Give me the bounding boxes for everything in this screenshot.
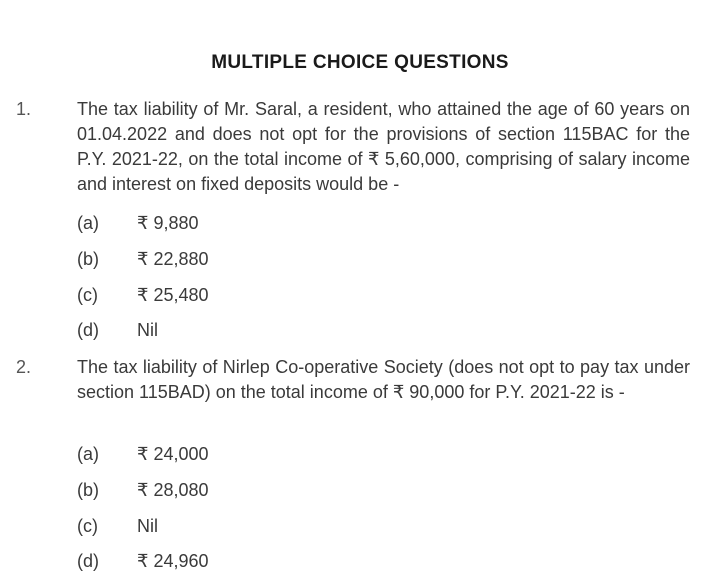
question-number: 2. [16, 357, 32, 377]
question-text: The tax liability of Nirlep Co-operative Society (does not opt to pay tax under section 115BAD) on the total income of ₹ 90,000 for P.Y. 2021-22 is - [77, 357, 690, 402]
option-value: Nil [137, 516, 158, 536]
option-value: ₹ 24,960 [137, 551, 209, 571]
option-label: (a) [77, 444, 99, 464]
option-value: ₹ 25,480 [137, 285, 209, 305]
option-value: ₹ 9,880 [137, 213, 199, 233]
page-title: MULTIPLE CHOICE QUESTIONS [211, 52, 509, 73]
question-number: 1. [16, 99, 32, 119]
option-label: (b) [77, 249, 99, 269]
option-value: ₹ 28,080 [137, 480, 209, 500]
option-value: ₹ 22,880 [137, 249, 209, 269]
option-label: (b) [77, 480, 99, 500]
option-label: (a) [77, 213, 99, 233]
question-text: The tax liability of Mr. Saral, a resident, who attained the age of 60 years on 01.04.2022 and does not opt for the provisions of section 115BAC for the P.Y. 2021-22, on the total income of ₹ 5,60,000, comprising of salary income and interest on fixed deposits would be - [77, 99, 690, 194]
option-label: (c) [77, 285, 98, 305]
option-label: (d) [77, 320, 99, 340]
option-label: (c) [77, 516, 98, 536]
option-label: (d) [77, 551, 99, 571]
option-value: ₹ 24,000 [137, 444, 209, 464]
option-value: Nil [137, 320, 158, 340]
